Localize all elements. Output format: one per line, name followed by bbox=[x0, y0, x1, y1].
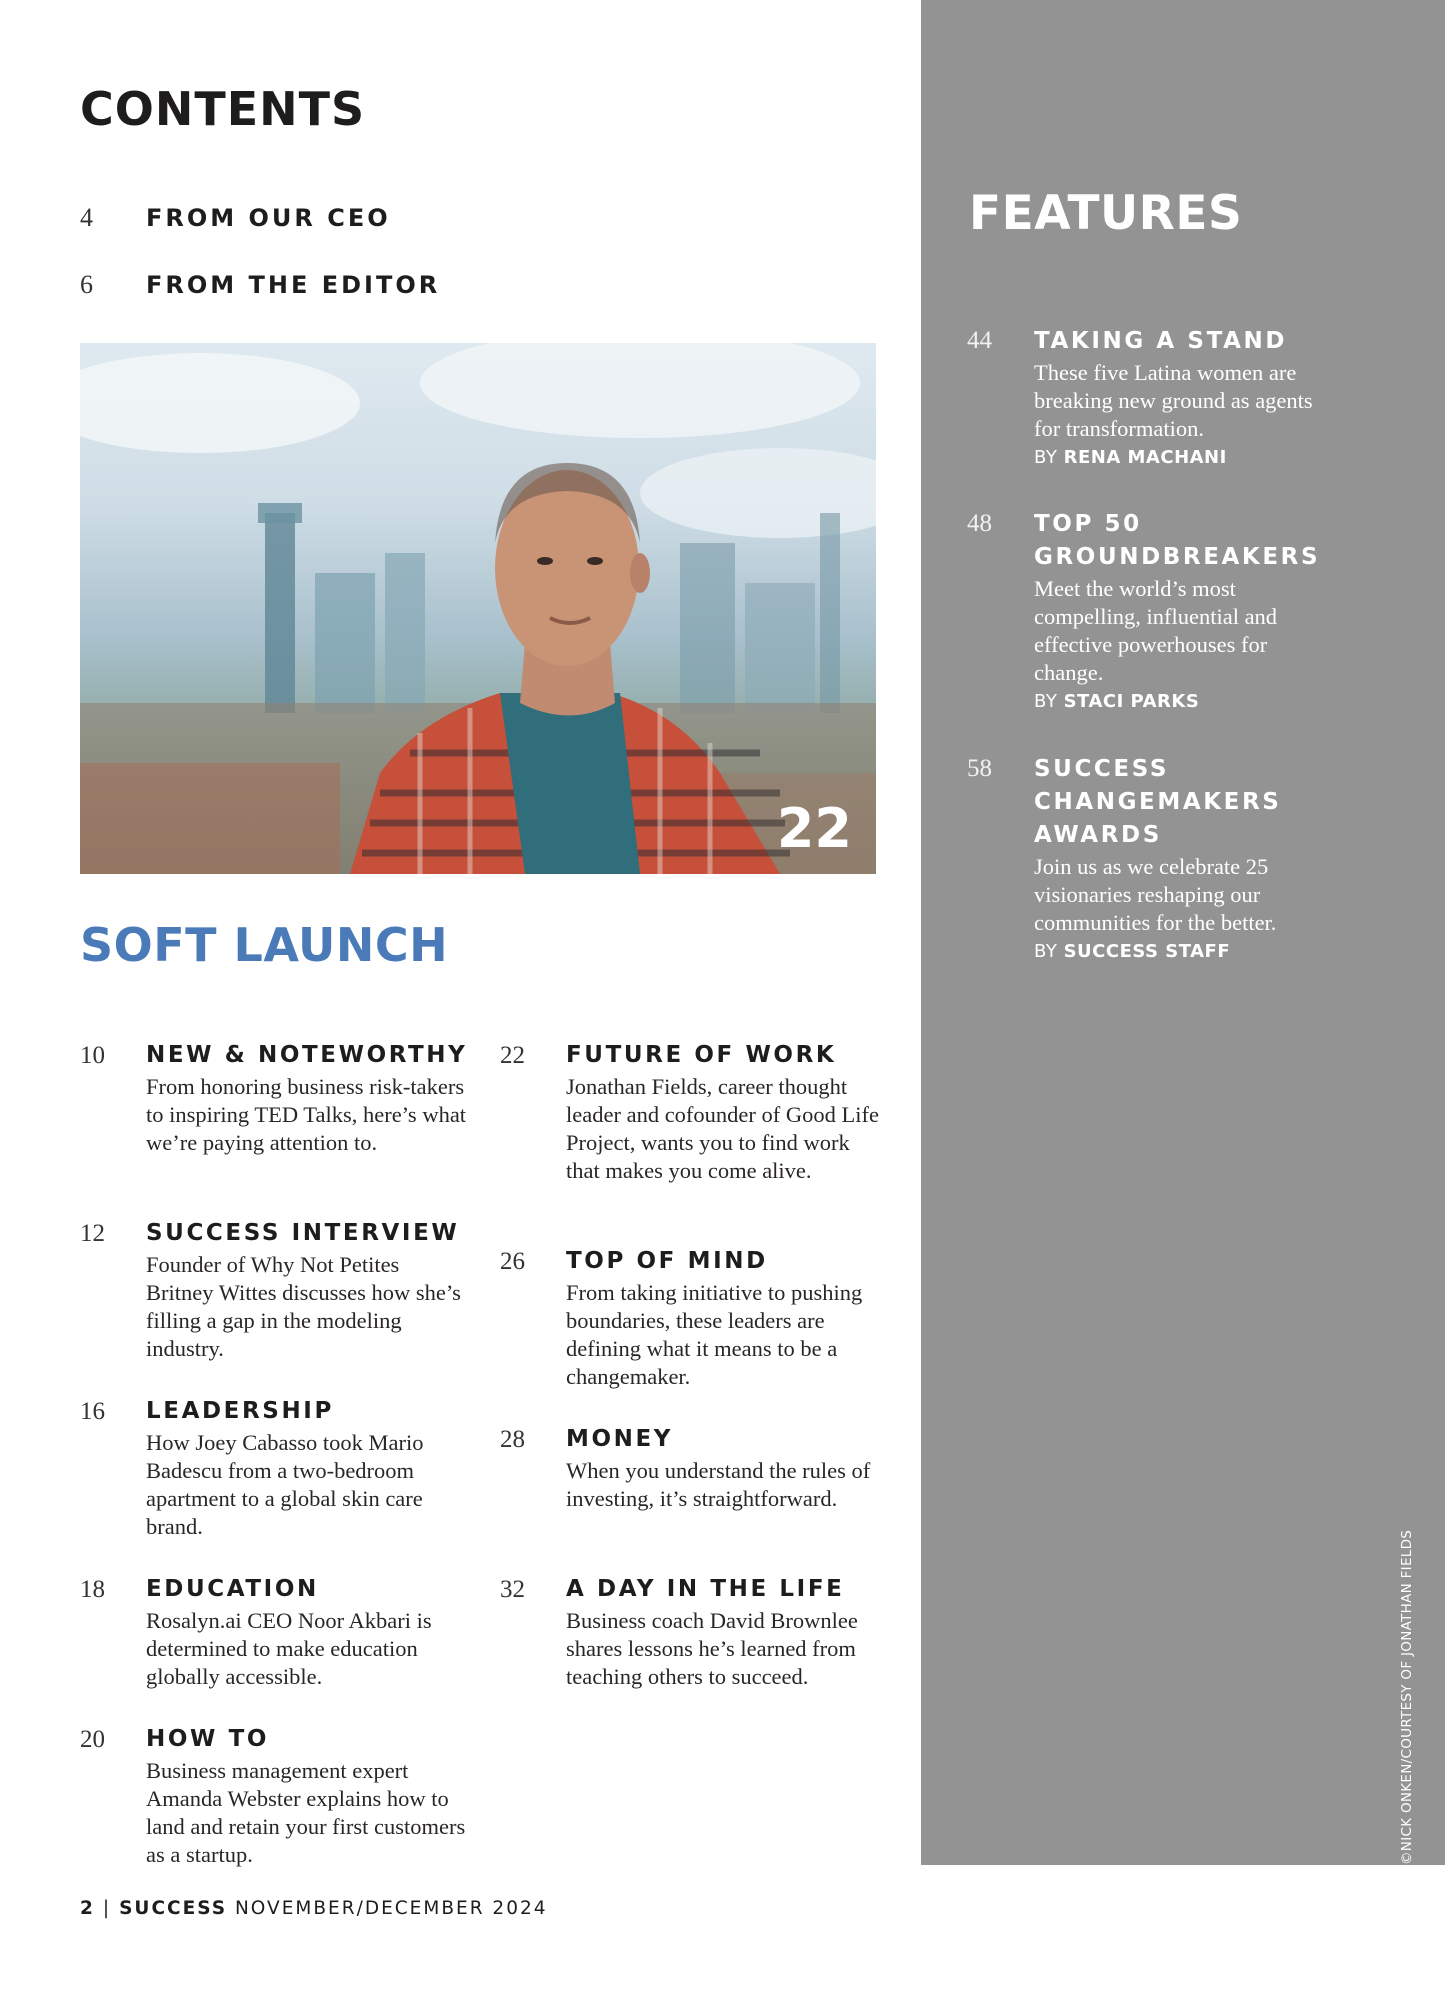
entry-heading: TOP OF MIND bbox=[566, 1248, 768, 1274]
toc-entry[interactable] bbox=[80, 1396, 470, 1541]
toc-entry[interactable] bbox=[500, 1246, 885, 1391]
footer-page-number: 2 bbox=[80, 1898, 95, 1919]
entry-description: When you understand the rules of investing, it’s straightforward. bbox=[566, 1458, 871, 1511]
entry-description: Jonathan Fields, career thought leader and cofounder of Good Life Project, wants you to find work that makes you come alive. bbox=[566, 1074, 879, 1183]
features-panel bbox=[921, 0, 1445, 1865]
toc-entry[interactable] bbox=[500, 1424, 885, 1513]
entry-description: Business management expert Amanda Webster explains how to land and retain your first customers as a startup. bbox=[146, 1758, 466, 1867]
toc-item-label: FROM THE EDITOR bbox=[146, 271, 441, 299]
entry-heading: SUCCESS INTERVIEW bbox=[146, 1220, 460, 1246]
toc-item-from-our-ceo[interactable] bbox=[80, 198, 391, 238]
section-title-features: FEATURES bbox=[969, 186, 1243, 241]
page-number: 32 bbox=[500, 1576, 525, 1603]
entry-heading: HOW TO bbox=[146, 1726, 270, 1752]
byline-prefix: BY bbox=[1034, 691, 1058, 712]
footer-separator: | bbox=[102, 1898, 112, 1919]
contents-title: CONTENTS bbox=[80, 82, 366, 136]
page-number: 18 bbox=[80, 1576, 105, 1603]
feature-entry[interactable] bbox=[967, 325, 1407, 468]
photo-credit: ©NICK ONKEN/COURTESY OF JONATHAN FIELDS bbox=[1399, 1529, 1415, 1865]
page-number: 10 bbox=[80, 1042, 105, 1069]
byline-author: STACI PARKS bbox=[1063, 691, 1200, 712]
toc-entry[interactable] bbox=[80, 1574, 470, 1691]
feature-heading: SUCCESS CHANGEMAKERS AWARDS bbox=[1034, 756, 1282, 848]
toc-entry[interactable] bbox=[500, 1574, 885, 1691]
entry-heading: EDUCATION bbox=[146, 1576, 319, 1602]
byline-prefix: BY bbox=[1034, 447, 1058, 468]
feature-byline bbox=[1034, 447, 1407, 468]
page-number: 20 bbox=[80, 1726, 105, 1753]
entry-description: From honoring business risk-takers to inspiring TED Talks, here’s what we’re paying attention to. bbox=[146, 1074, 467, 1155]
section-title-soft-launch: SOFT LAUNCH bbox=[80, 918, 449, 972]
toc-entry[interactable] bbox=[80, 1724, 470, 1869]
feature-heading: TAKING A STAND bbox=[1034, 328, 1288, 354]
toc-entry[interactable] bbox=[500, 1040, 885, 1185]
feature-byline bbox=[1034, 691, 1407, 712]
page-number: 6 bbox=[80, 270, 93, 299]
feature-byline bbox=[1034, 941, 1407, 962]
page-number: 58 bbox=[967, 755, 992, 782]
entry-heading: NEW & NOTEWORTHY bbox=[146, 1042, 468, 1068]
feature-heading: TOP 50 GROUNDBREAKERS bbox=[1034, 511, 1321, 570]
footer-issue: NOVEMBER/DECEMBER 2024 bbox=[234, 1898, 548, 1919]
page-number: 28 bbox=[500, 1426, 525, 1453]
page-footer bbox=[80, 1898, 548, 1919]
portrait-illustration bbox=[80, 343, 876, 874]
entry-heading: MONEY bbox=[566, 1426, 674, 1452]
byline-author: RENA MACHANI bbox=[1063, 447, 1227, 468]
toc-item-label: FROM OUR CEO bbox=[146, 204, 391, 232]
toc-entry[interactable] bbox=[80, 1040, 470, 1157]
entry-heading: A DAY IN THE LIFE bbox=[566, 1576, 845, 1602]
feature-description: Meet the world’s most compelling, influential and effective powerhouses for change. bbox=[1034, 576, 1278, 685]
entry-heading: FUTURE OF WORK bbox=[566, 1042, 837, 1068]
cover-photo[interactable] bbox=[80, 343, 876, 874]
page-number: 26 bbox=[500, 1248, 525, 1275]
page-number: 16 bbox=[80, 1398, 105, 1425]
byline-author: SUCCESS STAFF bbox=[1063, 941, 1231, 962]
entry-heading: LEADERSHIP bbox=[146, 1398, 334, 1424]
entry-description: From taking initiative to pushing boundaries, these leaders are defining what it means to be a changemaker. bbox=[566, 1280, 863, 1389]
page-number: 22 bbox=[500, 1042, 525, 1069]
entry-description: How Joey Cabasso took Mario Badescu from a two-bedroom apartment to a global skin care brand. bbox=[146, 1430, 424, 1539]
toc-entry[interactable] bbox=[80, 1218, 470, 1363]
entry-description: Founder of Why Not Petites Britney Wittes discusses how she’s filling a gap in the modeling industry. bbox=[146, 1252, 461, 1361]
entry-description: Business coach David Brownlee shares lessons he’s learned from teaching others to succeed. bbox=[566, 1608, 858, 1689]
feature-description: Join us as we celebrate 25 visionaries reshaping our communities for the better. bbox=[1034, 854, 1277, 935]
toc-item-from-the-editor[interactable] bbox=[80, 265, 440, 305]
feature-entry[interactable] bbox=[967, 753, 1407, 962]
entry-description: Rosalyn.ai CEO Noor Akbari is determined to make education globally accessible. bbox=[146, 1608, 432, 1689]
page-number: 44 bbox=[967, 327, 992, 354]
feature-description: These five Latina women are breaking new ground as agents for transformation. bbox=[1034, 360, 1313, 441]
byline-prefix: BY bbox=[1034, 941, 1058, 962]
photo-page-number: 22 bbox=[776, 797, 852, 860]
page-number: 4 bbox=[80, 203, 93, 232]
page-number: 48 bbox=[967, 510, 992, 537]
feature-entry[interactable] bbox=[967, 508, 1407, 712]
footer-brand: SUCCESS bbox=[119, 1898, 228, 1919]
page-number: 12 bbox=[80, 1220, 105, 1247]
